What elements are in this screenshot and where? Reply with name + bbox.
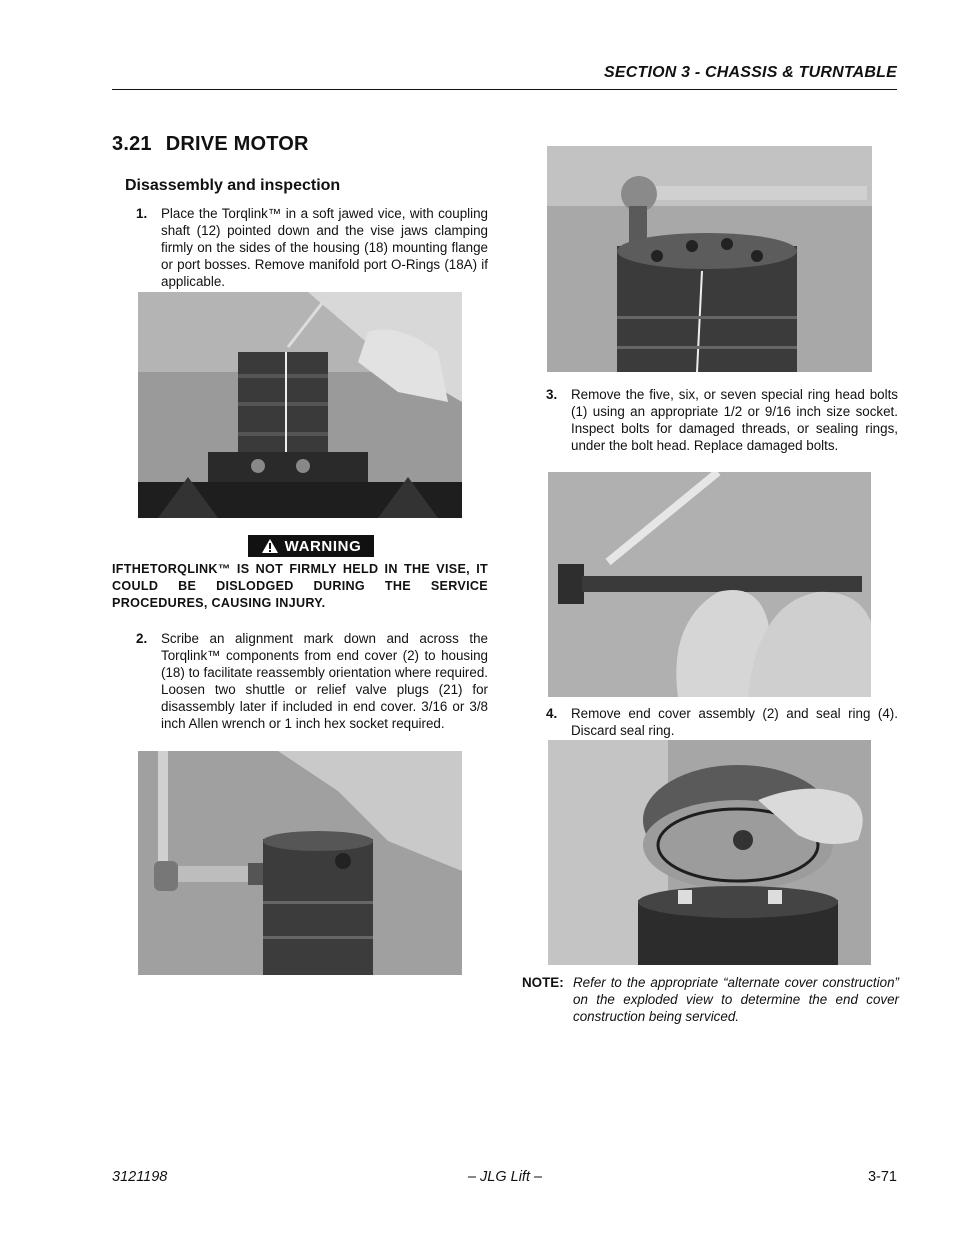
footer-center: – JLG Lift – bbox=[467, 1169, 543, 1185]
step-2 bbox=[136, 630, 488, 732]
section-header: SECTION 3 - CHASSIS & TURNTABLE bbox=[603, 64, 897, 81]
photo-removing-bolts-graphic bbox=[547, 146, 872, 372]
photo-loosening-plugs bbox=[138, 751, 462, 975]
note bbox=[522, 974, 899, 1025]
step-2-text: Scribe an alignment mark down and across the Torqlink™ components from end cover (2) to housing (18) to facilitate reassembly orientation where required. Loosen two shuttle or relief valve plugs (21) for disassembly later if included in end cover. 3/16 or 3/8 inch Allen wrench or 1 inch hex socket required. bbox=[161, 631, 488, 731]
photo-removing-bolts bbox=[547, 146, 872, 372]
photo-inspecting-bolt bbox=[548, 472, 871, 697]
step-3-number: 3. bbox=[546, 387, 558, 402]
photo-motor-in-vise bbox=[138, 292, 462, 518]
step-1 bbox=[136, 205, 488, 290]
photo-removing-end-cover-graphic bbox=[548, 740, 871, 965]
warning-label: WARNING bbox=[284, 537, 362, 555]
note-text: Refer to the appropriate “alternate cover construction” on the exploded view to determine the end cover construction being serviced. bbox=[573, 975, 899, 1024]
step-3 bbox=[546, 386, 898, 454]
note-label: NOTE: bbox=[522, 975, 564, 990]
photo-loosening-plugs-graphic bbox=[138, 751, 462, 975]
photo-motor-in-vise-graphic bbox=[138, 292, 462, 518]
title-text: DRIVE MOTOR bbox=[165, 133, 309, 155]
step-4-number: 4. bbox=[546, 706, 558, 721]
step-1-number: 1. bbox=[136, 206, 148, 221]
photo-removing-end-cover bbox=[548, 740, 871, 965]
page-title bbox=[112, 133, 309, 156]
step-2-number: 2. bbox=[136, 631, 148, 646]
step-3-text: Remove the five, six, or seven special ring head bolts (1) using an appropriate 1/2 or 9/16 inch size socket. Inspect bolts for damaged threads, or sealing rings, under the bolt head. Replace damaged bolts. bbox=[571, 387, 898, 453]
footer-page-number: 3-71 bbox=[867, 1169, 897, 1185]
step-1-text: Place the Torqlink™ in a soft jawed vice, with coupling shaft (12) pointed down and the vise jaws clamping firmly on the sides of the housing (18) mounting flange or port bosses. Remove manifold port O-Rings (18A) if applicable. bbox=[161, 206, 488, 289]
subheading: Disassembly and inspection bbox=[125, 177, 341, 194]
warning-triangle-icon bbox=[261, 538, 279, 554]
title-number: 3.21 bbox=[112, 133, 152, 155]
photo-inspecting-bolt-graphic bbox=[548, 472, 871, 697]
warning-badge bbox=[248, 535, 374, 557]
warning-text: IFTHETORQLINK™ IS NOT FIRMLY HELD IN THE VISE, IT COULD BE DISLODGED DURING THE SERVICE PROCEDURES, CAUSING INJURY. bbox=[112, 562, 488, 610]
header-rule bbox=[112, 89, 897, 90]
footer-doc-number: 3121198 bbox=[112, 1169, 168, 1185]
step-4 bbox=[546, 705, 898, 739]
step-4-text: Remove end cover assembly (2) and seal ring (4). Discard seal ring. bbox=[571, 706, 898, 738]
